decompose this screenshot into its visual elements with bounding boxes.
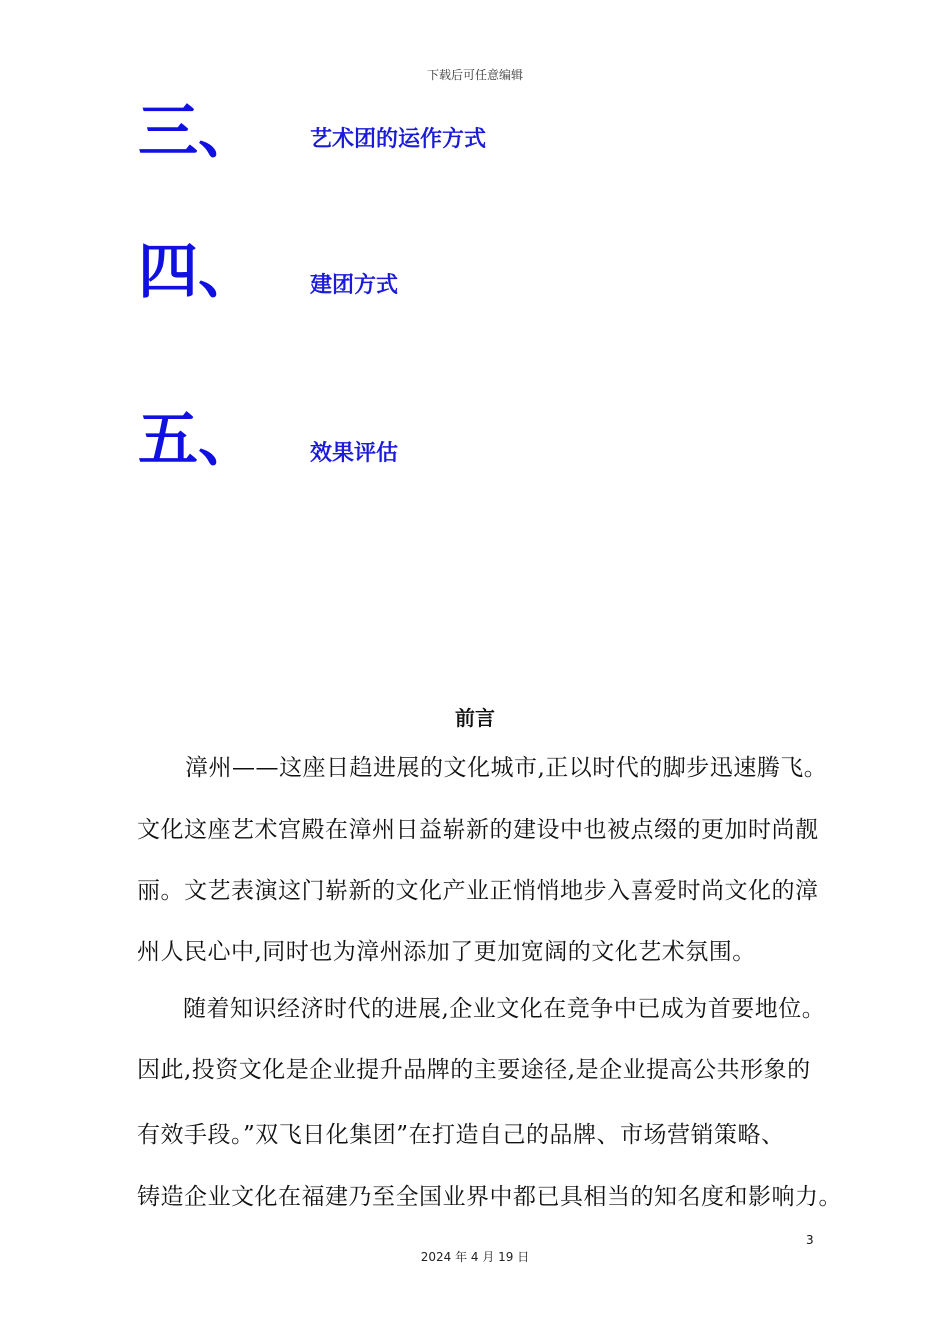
preface-line: 随着知识经济时代的进展,企业文化在竞争中已成为首要地位。 (183, 996, 826, 1022)
preface-line: 因此,投资文化是企业提升品牌的主要途径,是企业提高公共形象的 (137, 1057, 811, 1083)
page-number: 3 (806, 1233, 814, 1247)
preface-line: 文化这座艺术宫殿在漳州日益崭新的建设中也被点缀的更加时尚靓 (137, 817, 819, 843)
toc-item-3 (138, 97, 838, 180)
toc-number: 五、 (138, 405, 258, 475)
toc-item-5 (138, 405, 838, 488)
toc-title: 效果评估 (310, 441, 399, 466)
preface-line: 丽。文艺表演这门崭新的文化产业正悄悄地步入喜爱时尚文化的漳 (137, 878, 819, 904)
preface-line: 漳州——这座日趋进展的文化城市,正以时代的脚步迅速腾飞。 (185, 755, 828, 781)
page-header: 下载后可任意编辑 (426, 68, 523, 82)
preface-line: 州人民心中,同时也为漳州添加了更加宽阔的文化艺术氛围。 (137, 939, 756, 965)
preface-title: 前言 (455, 706, 495, 730)
toc-number: 三、 (138, 97, 258, 167)
toc-number: 四、 (138, 237, 258, 307)
toc-title: 艺术团的运作方式 (310, 127, 487, 152)
preface-line: 有效手段。”双飞日化集团”在打造自己的品牌、市场营销策略、 (137, 1122, 785, 1148)
toc-title: 建团方式 (310, 273, 399, 298)
footer-date: 2024 年 4 月 19 日 (420, 1250, 530, 1264)
toc-item-4 (138, 237, 838, 320)
preface-line: 铸造企业文化在福建乃至全国业界中都已具相当的知名度和影响力。 (137, 1184, 842, 1210)
